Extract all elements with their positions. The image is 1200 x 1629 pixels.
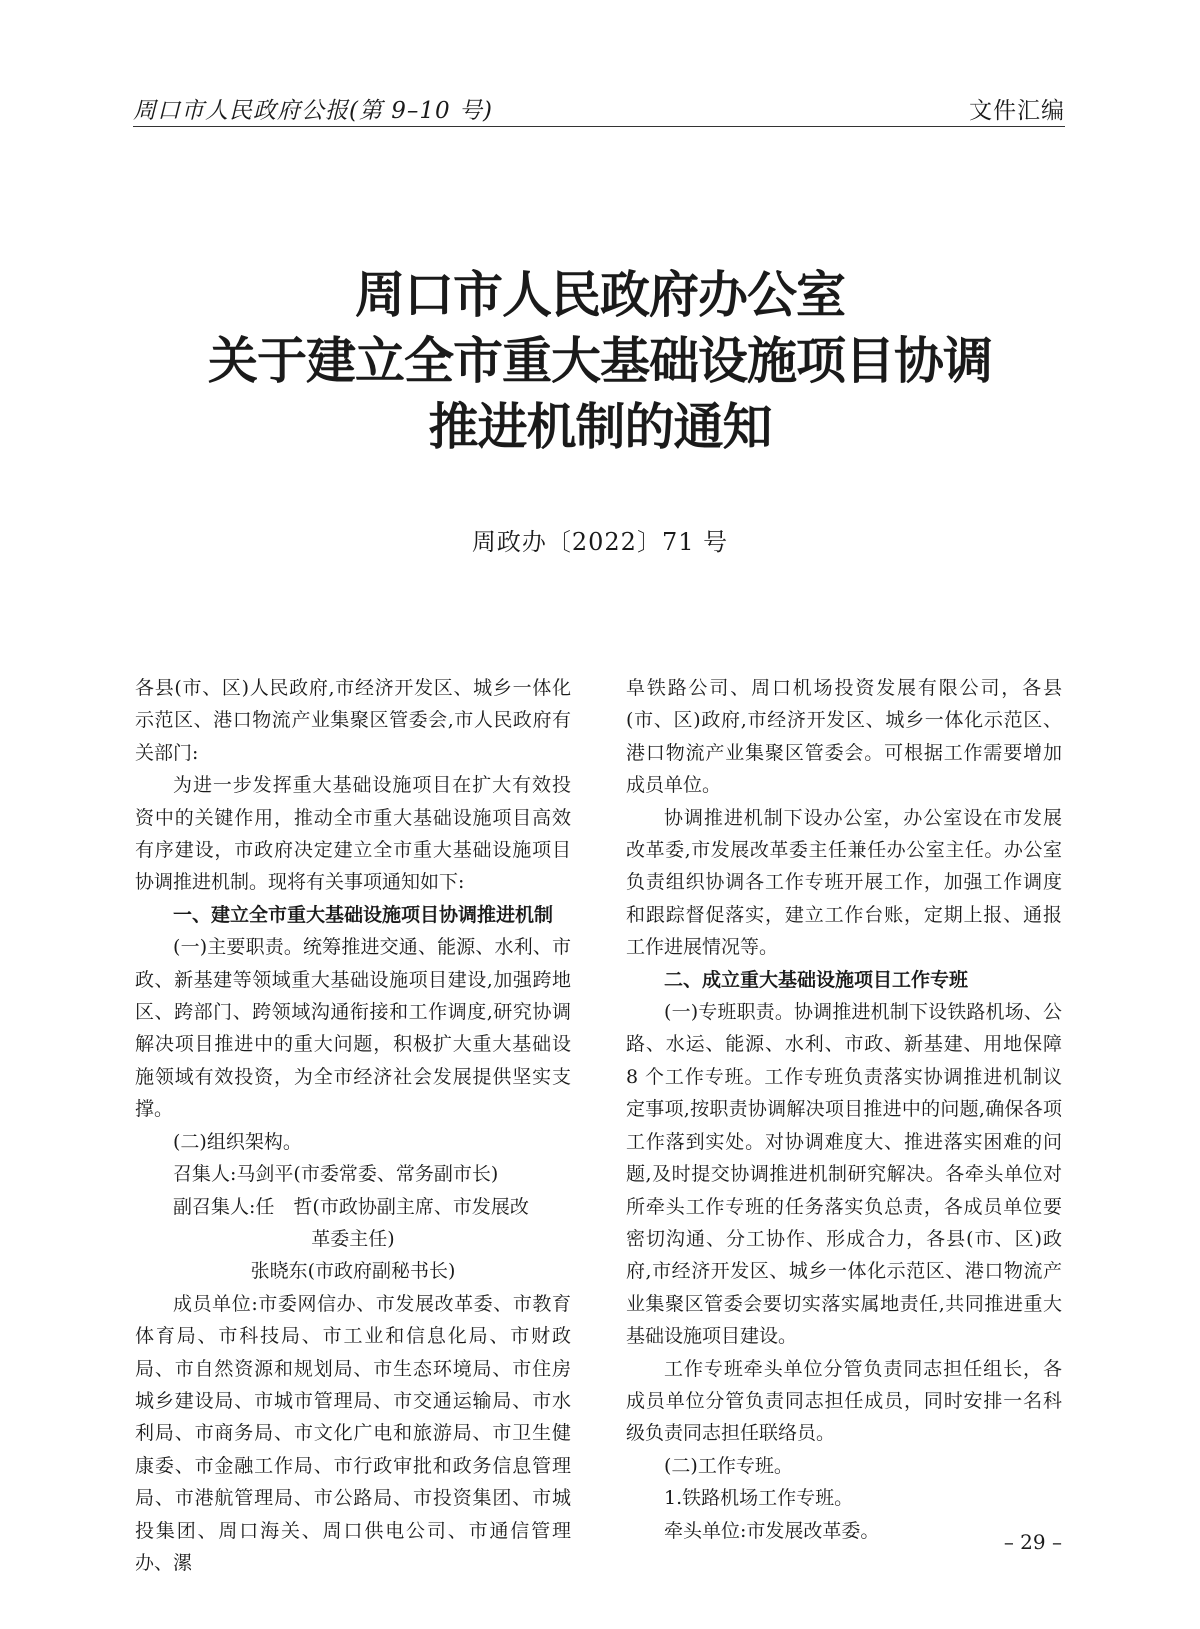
member-units-continued: 阜铁路公司、周口机场投资发展有限公司，各县(市、区)政府,市经济开发区、城乡一体化示范区、港口物流产业集聚区管委会。可根据工作需要增加成员单位。 [626,677,1062,797]
deputy-convener-line: 副召集人:任 哲(市政协副主席、市发展改 [173,1195,529,1218]
structure-heading: (二)组织架构。 [173,1130,302,1153]
title-line-3: 推进机制的通知 [428,398,772,456]
addressee-paragraph: 各县(市、区)人民政府,市经济开发区、城乡一体化示范区、港口物流产业集聚区管委会,市人民政府有关部门: [135,677,571,764]
page-number: – 29 – [1003,1530,1062,1554]
deputy-convener-title-cont: 革委主任) [311,1227,395,1250]
title-line-2: 关于建立全市重大基础设施项目协调 [208,332,992,390]
member-units-paragraph: 成员单位:市委网信办、市发展改革委、市教育体育局、市科技局、市工业和信息化局、市财政局、市自然资源和规划局、市生态环境局、市住房城乡建设局、市城市管理局、市交通运输局、市水利局、市商务局、市文化广电和旅游局、市卫生健康委、市金融工作局、市行政审批和政务信息管理局、市港航管理局、市公路局、市投资集团、市城投集团、周口海关、周口供电公司、市通信管理办、漯 [135,1292,571,1574]
document-number: 周政办〔2022〕71 号 [471,528,729,556]
office-paragraph: 协调推进机制下设办公室，办公室设在市发展改革委,市发展改革委主任兼任办公室主任。办公室负责组织协调各工作专班开展工作，加强工作调度和跟踪督促落实，建立工作台账，定期上报、通报工作进展情况等。 [626,806,1062,959]
bulletin-issue-title: 周口市人民政府公报(第 9–10 号) [133,98,493,124]
task-force-duties-paragraph: (一)专班职责。协调推进机制下设铁路机场、公路、水运、能源、水利、市政、新基建、用地保障 8 个工作专班。工作专班负责落实协调推进机制议定事项,按职责协调解决项目推进中的问题,确保各项工作落到实处。对协调难度大、推进落实困难的问题,及时提交协调推进机制研究解决。各牵头单位对所牵头工作专班的任务落实负总责，各成员单位要密切沟通、分工协作、形成合力，各县(市、区)政府,市经济开发区、城乡一体化示范区、港口物流产业集聚区管委会要切实落实属地责任,共同推进重大基础设施项目建设。 [626,1001,1062,1348]
title-line-1: 周口市人民政府办公室 [355,266,845,324]
convener-line: 召集人:马剑平(市委常委、常务副市长) [173,1163,499,1186]
right-column [626,672,1062,1547]
deputy-convener-2-line: 张晓东(市政府副秘书长) [250,1260,456,1283]
section-label: 文件汇编 [969,98,1065,124]
duties-paragraph: (一)主要职责。统筹推进交通、能源、水利、市政、新基建等领域重大基础设施项目建设,加强跨地区、跨部门、跨领域沟通衔接和工作调度,研究协调解决项目推进中的重大问题，积极扩大重大基础设施领域有效投资，为全市经济社会发展提供坚实支撑。 [135,936,571,1121]
railway-airport-task-force: 1.铁路机场工作专班。 [664,1487,854,1510]
task-force-list-heading: (二)工作专班。 [664,1454,793,1477]
intro-paragraph: 为进一步发挥重大基础设施项目在扩大有效投资中的关键作用，推动全市重大基础设施项目高效有序建设，市政府决定建立全市重大基础设施项目协调推进机制。现将有关事项通知如下: [135,774,571,894]
lead-unit-line: 牵头单位:市发展改革委。 [664,1519,880,1542]
section-heading-1: 一、建立全市重大基础设施项目协调推进机制 [173,903,554,926]
section-heading-2: 二、成立重大基础设施项目工作专班 [664,968,969,991]
left-column [135,672,571,1579]
task-force-leaders-paragraph: 工作专班牵头单位分管负责同志担任组长，各成员单位分管负责同志担任成员，同时安排一名科级负责同志担任联络员。 [626,1357,1062,1445]
document-title [0,262,1200,460]
running-header [133,92,1065,127]
